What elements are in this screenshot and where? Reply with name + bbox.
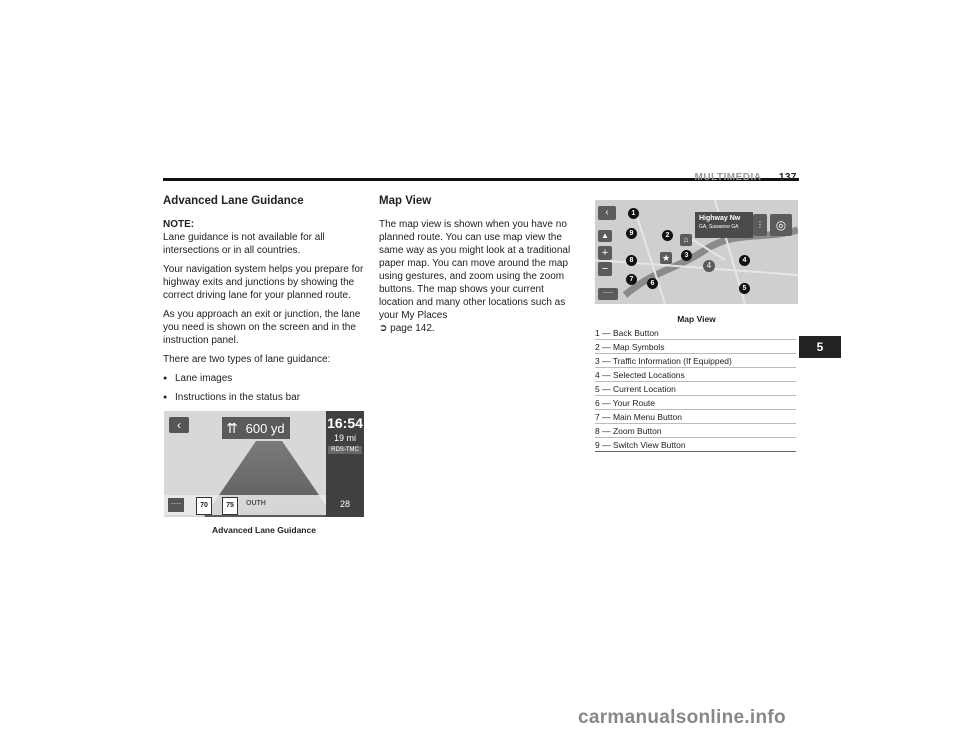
callout-5: 5 <box>739 283 750 294</box>
paragraph: Your navigation system helps you prepare for highway exits and junctions by showing the correct driving lane for your planned route. <box>163 264 364 301</box>
distance-panel <box>222 417 290 439</box>
callout-7: 7 <box>626 274 637 285</box>
zoom-in-icon: + <box>598 246 612 260</box>
legend-item: 7 — Main Menu Button <box>595 410 796 424</box>
list-item: ● Lane images <box>163 372 365 385</box>
lane-guidance-list <box>163 372 365 404</box>
section-title: MULTIMEDIA <box>694 172 762 183</box>
callout-6: 6 <box>647 278 658 289</box>
location-subtitle: GA, Suwanee GA <box>699 224 739 230</box>
legend-item: 5 — Current Location <box>595 382 796 396</box>
list-item: ● Instructions in the status bar <box>163 391 365 404</box>
map-view-section <box>379 195 581 341</box>
location-marker-icon: 4 <box>703 260 715 272</box>
options-icon: ⋮ <box>753 214 767 236</box>
page-ref-arrow-icon: ➲ <box>379 323 388 334</box>
callout-8: 8 <box>626 255 637 266</box>
home-icon: ⌂ <box>680 234 692 246</box>
callout-1: 1 <box>628 208 639 219</box>
location-title: Highway Nw <box>699 215 741 222</box>
lane-guidance-heading: Advanced Lane Guidance <box>163 195 304 207</box>
distance-value: 600 yd <box>245 421 285 436</box>
remaining-distance: 19 mi <box>333 433 356 443</box>
route-bar-number: 28 <box>339 499 350 509</box>
legend-item: 6 — Your Route <box>595 396 796 410</box>
menu-icon: ···· <box>598 288 618 300</box>
lane-guidance-figure <box>164 411 364 517</box>
map-view-text: The map view is shown when you have no planned route. You can use map view the same way as you might look at a traditional paper map. You can move around the map using gestures, and zoom using the zoom buttons. The map shows your current location and many other locations such as your My Places <box>379 219 571 321</box>
chapter-tab: 5 <box>799 336 841 358</box>
watermark: carmanualsonline.info <box>578 707 786 728</box>
street-name: OUTH <box>246 500 266 507</box>
callout-4: 4 <box>739 255 750 266</box>
legend-list <box>595 326 796 452</box>
lane-guidance-section <box>163 195 365 410</box>
legend-item: 8 — Zoom Button <box>595 424 796 438</box>
zoom-out-icon: − <box>598 262 612 276</box>
running-head <box>695 172 798 183</box>
route-shield-icon <box>222 497 238 515</box>
rds-label: RDS-TMC <box>328 446 362 454</box>
map-view-figure <box>595 200 798 304</box>
steering-icon: ◎ <box>770 214 792 236</box>
legend-item: 1 — Back Button <box>595 326 796 340</box>
speed-limit-value: 70 <box>200 502 208 509</box>
figure-caption: Map View <box>677 314 716 324</box>
legend-item: 2 — Map Symbols <box>595 340 796 354</box>
legend-item: 9 — Switch View Button <box>595 438 796 452</box>
figure-caption: Advanced Lane Guidance <box>212 525 316 535</box>
menu-icon: ···· <box>168 498 184 512</box>
switch-view-icon: ▲ <box>598 230 612 242</box>
callout-9: 9 <box>626 228 637 239</box>
star-icon: ★ <box>661 253 671 263</box>
speed-limit-sign <box>196 497 212 515</box>
page-number: 137 <box>778 172 797 183</box>
legend-item: 4 — Selected Locations <box>595 368 796 382</box>
map-view-heading: Map View <box>379 195 432 207</box>
page-ref: page 142. <box>390 323 435 334</box>
route-number: 75 <box>226 502 234 509</box>
paragraph: There are two types of lane guidance: <box>163 354 331 365</box>
paragraph <box>379 218 581 335</box>
status-bar <box>164 495 326 515</box>
paragraph: As you approach an exit or junction, the lane you need is shown on the screen and in the instruction panel. <box>163 309 361 346</box>
back-arrow-icon: ‹ <box>169 417 189 433</box>
legend-item: 3 — Traffic Information (If Equipped) <box>595 354 796 368</box>
route-bar <box>326 411 364 517</box>
lane-arrows-icon: ⇈ <box>226 420 238 436</box>
note-label: NOTE: <box>163 219 195 230</box>
back-button: ‹ <box>598 206 616 220</box>
callout-3: 3 <box>681 250 692 261</box>
callout-2: 2 <box>662 230 673 241</box>
location-panel <box>695 212 753 238</box>
note-text: Lane guidance is not available for all intersections or in all countries. <box>163 232 325 256</box>
arrival-time: 16:54 <box>327 415 363 431</box>
note <box>163 218 365 257</box>
